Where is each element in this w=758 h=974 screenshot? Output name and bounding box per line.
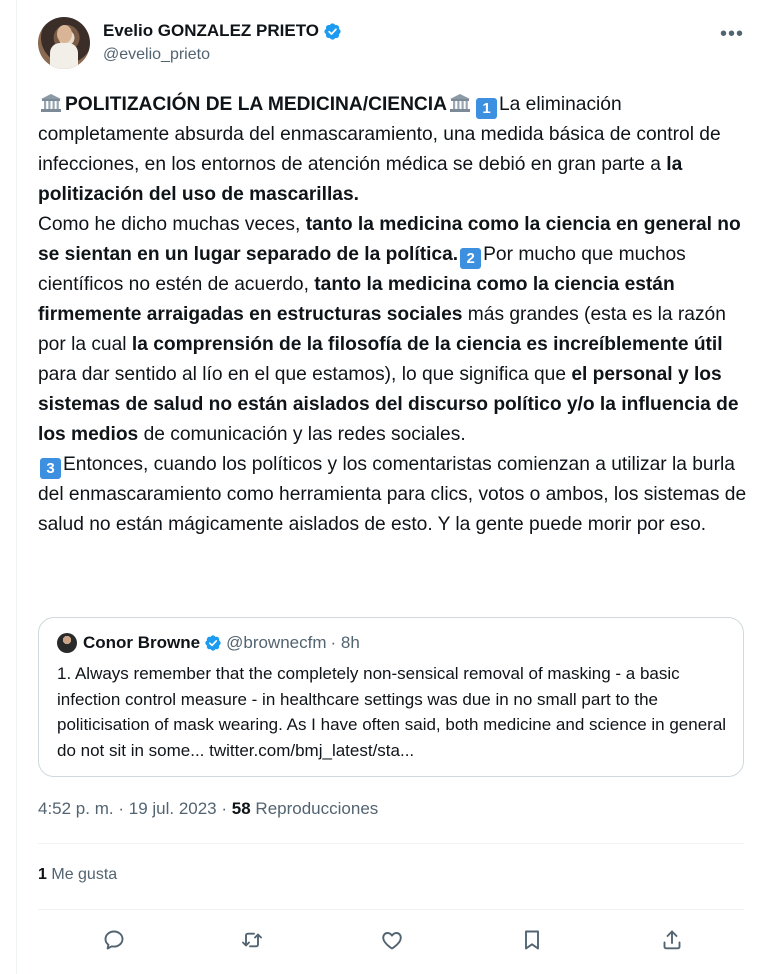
more-horizontal-icon[interactable]: ••• [719, 23, 744, 45]
divider [38, 909, 744, 910]
tweet-text-segment: Como he dicho muchas veces, [38, 214, 306, 235]
tweet-time[interactable]: 4:52 p. m. [38, 799, 114, 818]
author-handle[interactable]: @evelio_prieto [103, 46, 210, 63]
keycap-3-icon: 3 [40, 458, 61, 479]
classical-building-icon [449, 93, 471, 113]
tweet-text-segment: Entonces, cuando los políticos y los comentaristas comienzan a utilizar la burla del enmascaramiento como herramienta para clics, votos o ambos, los sistemas de salud no están mágicamente aislados de esto. Y la gente puede morir por eso. [38, 454, 747, 535]
tweet-header [38, 17, 758, 69]
tweet-bold-segment: la politización del uso de mascarillas. [38, 154, 683, 205]
tweet-bold-segment: tanto la medicina como la ciencia en general no se sientan en un lugar separado de la política. [38, 214, 741, 265]
reply-icon [102, 928, 126, 952]
tweet-body [38, 90, 748, 540]
likes-label: Me gusta [51, 866, 118, 883]
views-count: 58 [231, 799, 251, 818]
verified-badge-icon [204, 634, 222, 652]
tweet-meta: 4:52 p. m. · 19 jul. 2023 · 58 Reproducciones [38, 799, 379, 818]
tweet-bold-segment: la comprensión de la filosofía de la ciencia es increíblemente útil [131, 334, 723, 355]
tweet-text-segment: La eliminación completamente absurda del enmascaramiento, una medida básica de control de infecciones, en los entornos de atención médica se debió en gran parte a [38, 94, 721, 175]
retweet-icon [240, 928, 264, 952]
quoted-time: · 8h [330, 633, 360, 652]
quoted-tweet-header [57, 633, 360, 653]
author-name[interactable]: Evelio GONZALEZ PRIETO [103, 21, 319, 40]
tweet-date[interactable]: 19 jul. 2023 [128, 799, 217, 818]
author-name-line [103, 21, 342, 41]
tweet-title: POLITIZACIÓN DE LA MEDICINA/CIENCIA [65, 94, 447, 115]
quoted-avatar [57, 633, 77, 653]
quoted-author-handle: @brownecfm [226, 633, 327, 652]
quoted-tweet-card[interactable] [38, 617, 744, 777]
bookmark-button[interactable] [514, 922, 550, 958]
tweet-text-segment: Por mucho que muchos científicos no estén de acuerdo, [38, 244, 686, 295]
keycap-2-icon: 2 [460, 248, 481, 269]
tweet-text-segment: para dar sentido al lío en el que estamos), lo que significa que [38, 364, 572, 385]
reply-button[interactable] [96, 922, 132, 958]
divider [38, 843, 744, 844]
quoted-tweet-text: 1. Always remember that the completely non-sensical removal of masking - a basic infection control measure - in healthcare settings was due in no small part to the politicisation of mask wearing. As I have often said, both medicine and science in general do not sit in some... twitter.com/bmj_latest/sta... [57, 664, 727, 760]
tweet-paragraph-1 [38, 90, 748, 210]
views-label: Reproducciones [255, 799, 379, 818]
tweet-paragraph-3 [38, 450, 748, 540]
share-icon [660, 928, 684, 952]
like-button[interactable] [374, 922, 410, 958]
likes-summary[interactable] [38, 866, 117, 884]
tweet-text-segment: de comunicación y las redes sociales. [138, 424, 466, 445]
avatar[interactable] [38, 17, 90, 69]
tweet-bold-segment: tanto la medicina como la ciencia están firmemente arraigadas en estructuras sociales [38, 274, 675, 325]
like-icon [380, 928, 404, 952]
likes-count: 1 [38, 866, 47, 883]
quoted-author-name: Conor Browne [83, 633, 201, 652]
keycap-1-icon: 1 [476, 98, 497, 119]
retweet-button[interactable] [234, 922, 270, 958]
bookmark-icon [520, 928, 544, 952]
share-button[interactable] [654, 922, 690, 958]
classical-building-icon [40, 93, 62, 113]
tweet-paragraph-2 [38, 210, 748, 450]
thread-rail [16, 0, 17, 974]
tweet-bold-segment: el personal y los sistemas de salud no están aislados del discurso político y/o la influencia de los medios [38, 364, 739, 445]
verified-badge-icon [323, 22, 342, 41]
tweet-text-segment: más grandes (esta es la razón por la cual [38, 304, 726, 355]
action-bar [96, 922, 696, 958]
